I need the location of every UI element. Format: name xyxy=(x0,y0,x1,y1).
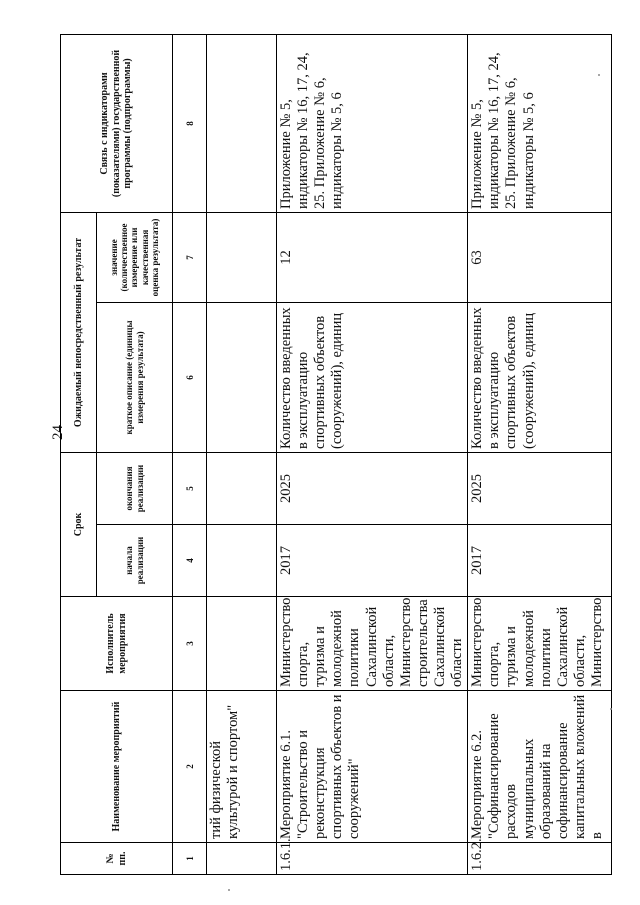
scan-speck xyxy=(228,889,230,891)
header-result: Ожидаемый непосредственный результат xyxy=(61,212,97,452)
term-start: 2017 xyxy=(468,525,612,597)
table-row xyxy=(468,34,612,874)
column-number: 6 xyxy=(173,302,207,452)
term-end xyxy=(207,452,277,524)
header-term-start: начала реализации xyxy=(97,525,173,597)
activities-table xyxy=(60,34,612,875)
term-end: 2025 xyxy=(468,452,612,524)
column-number-row xyxy=(173,34,207,874)
column-number: 2 xyxy=(173,691,207,843)
term-start xyxy=(207,525,277,597)
header-executor: Исполнитель мероприятия xyxy=(61,597,173,691)
result-value xyxy=(207,212,277,302)
activity-executor: Министерство спорта, туризма и молодежной политики Сахалинской области, Министерство строительства Сахалинской области xyxy=(277,597,468,691)
column-number: 3 xyxy=(173,597,207,691)
result-description xyxy=(207,302,277,452)
table-row xyxy=(207,34,277,874)
header-term-end: окончания реализации xyxy=(97,452,173,524)
scan-speck xyxy=(598,74,600,76)
result-value: 12 xyxy=(277,212,468,302)
activity-name: тий физической культурой и спортом" xyxy=(207,691,277,843)
header-result-value: значение (количественное измерение или качественная оценка результата) xyxy=(97,212,173,302)
activity-executor xyxy=(207,597,277,691)
term-end: 2025 xyxy=(277,452,468,524)
activity-name: Мероприятие 6.2. "Софинансирование расходов муниципальных образований на софинансирование капитальных вложений в xyxy=(468,691,612,843)
indicator-link xyxy=(207,34,277,212)
row-number: 1.6.2. xyxy=(468,843,612,875)
indicator-link: Приложение № 5, индикаторы № 16, 17, 24, 25. Приложение № 6, индикаторы № 5, 6 xyxy=(277,34,468,212)
scan-speck xyxy=(610,708,612,710)
activity-executor: Министерство спорта, туризма и молодежной политики Сахалинской области, Министерство xyxy=(468,597,612,691)
row-number: 1.6.1. xyxy=(277,843,468,875)
header-link: Связь с индикаторами (показателями) государственной программы (подпрограммы) xyxy=(61,34,173,212)
result-description: Количество введенных в эксплуатацию спортивных объектов (сооружений), единиц xyxy=(468,302,612,452)
column-number: 7 xyxy=(173,212,207,302)
rotated-table-frame xyxy=(60,35,605,875)
term-start: 2017 xyxy=(277,525,468,597)
result-description: Количество введенных в эксплуатацию спортивных объектов (сооружений), единиц xyxy=(277,302,468,452)
row-number xyxy=(207,843,277,875)
header-num: № пп. xyxy=(61,843,173,875)
page-number: 24 xyxy=(50,425,66,440)
activity-name: Мероприятие 6.1. "Строительство и реконструкция спортивных объектов и сооружений" xyxy=(277,691,468,843)
header-term: Срок xyxy=(61,452,97,596)
header-row-1 xyxy=(61,34,97,874)
column-number: 4 xyxy=(173,525,207,597)
result-value: 63 xyxy=(468,212,612,302)
column-number: 5 xyxy=(173,452,207,524)
column-number: 1 xyxy=(173,843,207,875)
header-name: Наименование мероприятий xyxy=(61,691,173,843)
table-row xyxy=(277,34,468,874)
indicator-link: Приложение № 5, индикаторы № 16, 17, 24, 25. Приложение № 6, индикаторы № 5, 6 xyxy=(468,34,612,212)
header-result-desc: краткое описание (единицы измерения результата) xyxy=(97,302,173,452)
column-number: 8 xyxy=(173,34,207,212)
